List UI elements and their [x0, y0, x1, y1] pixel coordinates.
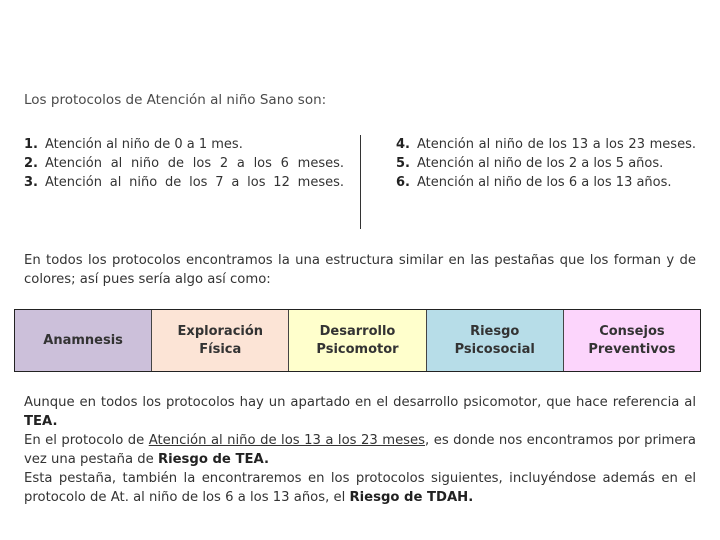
protocol-column-right	[396, 135, 696, 192]
protocol-number: 1.	[24, 137, 38, 152]
tab-structure-table	[14, 309, 701, 372]
protocol-item	[24, 173, 344, 192]
protocol-text: Atención al niño de los 2 a los 5 años.	[417, 156, 664, 171]
sentence-text: , es donde nos encontramos por primera vez una pestaña de	[24, 433, 697, 467]
protocol-item	[396, 173, 696, 192]
sentence-text: Aunque en todos los protocolos hay un apartado en el desarrollo psicomotor, que hace referencia al	[24, 395, 696, 410]
protocol-number: 4.	[396, 137, 410, 152]
riesgo-tea-term: Riesgo de TEA	[157, 452, 264, 467]
protocol-item	[24, 154, 344, 173]
protocol-text: Atención al niño de los 2 a los 6 meses.	[45, 156, 344, 171]
tab-desarrollo-psicomotor	[289, 310, 426, 371]
column-divider	[360, 135, 361, 229]
sentence-text: Esta pestaña, también la encontraremos en los protocolos siguientes, incluyéndose además en el protocolo de At. al niño de los 6 a los 13 años, el	[24, 471, 696, 505]
tdah-sentence	[24, 469, 696, 507]
riesgo-tdah-term: Riesgo de TDAH	[349, 490, 469, 505]
intro-text: Los protocolos de Atención al niño Sano son:	[24, 92, 327, 108]
protocol-number: 3.	[24, 175, 38, 190]
protocol-number: 6.	[396, 175, 410, 190]
tab-consejos-preventivos	[564, 310, 700, 371]
protocol-link[interactable]: Atención al niño de los 13 a los 23 meses	[148, 433, 426, 448]
protocol-text: Atención al niño de los 13 a los 23 meses.	[417, 137, 696, 152]
protocol-column-left	[24, 135, 344, 192]
tab-label: Desarrollo Psicomotor	[316, 323, 399, 357]
sentence-period: .	[468, 490, 474, 505]
sentence-text: En el protocolo de	[24, 433, 149, 448]
sentence-period: .	[52, 414, 58, 429]
risk-paragraph	[24, 393, 696, 507]
protocol-number: 2.	[24, 156, 38, 171]
structure-paragraph: En todos los protocolos encontramos la una estructura similar en las pestañas que los forman y de colores; así pues sería algo así como:	[24, 253, 696, 287]
sentence-period: .	[263, 452, 269, 467]
protocol-text: Atención al niño de los 7 a los 12 meses.	[45, 175, 344, 190]
protocol-item	[396, 154, 696, 173]
protocol-item	[24, 135, 344, 154]
tab-label: Consejos Preventivos	[588, 323, 676, 357]
protocol-text: Atención al niño de 0 a 1 mes.	[45, 137, 243, 152]
tab-exploracion-fisica	[152, 310, 289, 371]
tea-term: TEA	[24, 414, 53, 429]
tab-riesgo-psicosocial	[427, 310, 564, 371]
tea-sentence	[24, 393, 696, 431]
tab-anamnesis	[15, 310, 152, 371]
protocol-number: 5.	[396, 156, 410, 171]
protocol-item	[396, 135, 696, 154]
protocol-text: Atención al niño de los 6 a los 13 años.	[417, 175, 672, 190]
tab-label: Anamnesis	[43, 332, 123, 348]
tab-label: Exploración Física	[177, 323, 264, 357]
tab-label: Riesgo Psicosocial	[454, 323, 535, 357]
first-risk-sentence	[24, 431, 696, 469]
